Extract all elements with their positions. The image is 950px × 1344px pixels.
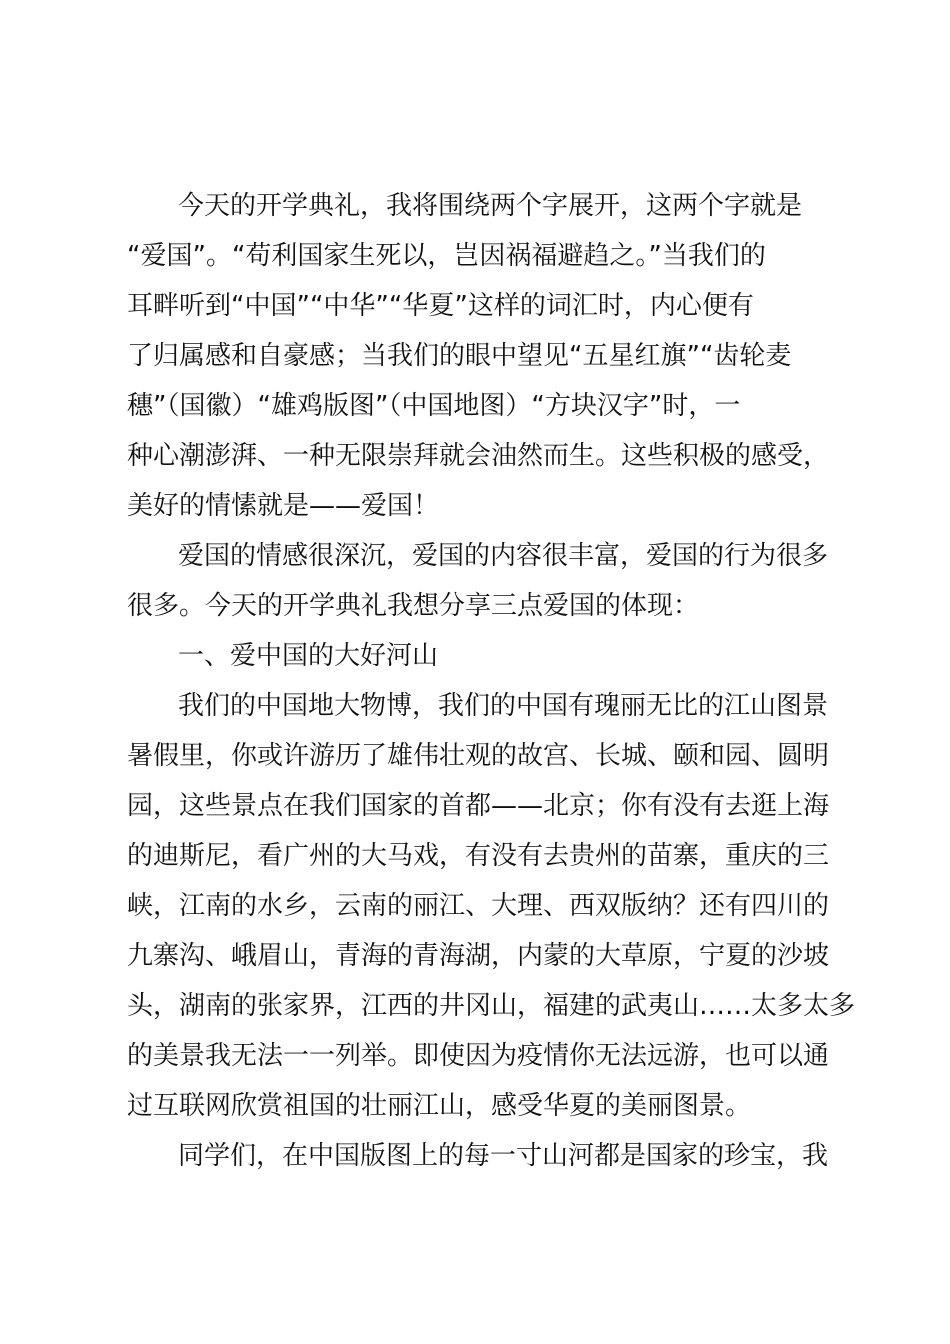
- paragraph-4-line-1: 同学们，在中国版图上的每一寸山河都是国家的珍宝，我: [178, 1141, 829, 1171]
- section-heading: 一、爱中国的大好河山: [178, 641, 439, 671]
- paragraph-1-line-4: 了归属感和自豪感；当我们的眼中望见“五星红旗”“齿轮麦: [127, 341, 792, 371]
- paragraph-3-line-7: 头，湖南的张家界，江西的井冈山，福建的武夷山……太多太多: [127, 991, 856, 1021]
- paragraph-1-line-3: 耳畔听到“中国”“中华”“华夏”这样的词汇时，内心便有: [127, 291, 754, 321]
- paragraph-1-line-7: 美好的情愫就是——爱国！: [127, 491, 440, 521]
- paragraph-3-line-6: 九寨沟、峨眉山，青海的青海湖，内蒙的大草原，宁夏的沙坡: [127, 941, 830, 971]
- paragraph-3-line-5: 峡，江南的水乡，云南的丽江、大理、西双版纳？还有四川的: [127, 891, 830, 921]
- paragraph-3-line-9: 过互联网欣赏祖国的壮丽江山，感受华夏的美丽图景。: [127, 1091, 752, 1121]
- paragraph-3-line-3: 园，这些景点在我们国家的首都——北京；你有没有去逛上海: [127, 791, 830, 821]
- paragraph-1-line-2: “爱国”。“苟利国家生死以，岂因祸福避趋之。”当我们的: [127, 241, 766, 271]
- paragraph-2-line-1: 爱国的情感很深沉，爱国的内容很丰富，爱国的行为很多: [178, 541, 829, 571]
- paragraph-1-line-6: 种心潮澎湃、一种无限崇拜就会油然而生。这些积极的感受，: [127, 441, 830, 471]
- paragraph-1-line-5: 穗”（国徽）“雄鸡版图”（中国地图）“方块汉字”时，一: [127, 391, 741, 421]
- paragraph-2-line-2: 很多。今天的开学典礼我想分享三点爱国的体现：: [127, 591, 700, 621]
- paragraph-3-line-2: 暑假里，你或许游历了雄伟壮观的故宫、长城、颐和园、圆明: [127, 741, 830, 771]
- paragraph-3-line-8: 的美景我无法一一列举。即使因为疫情你无法远游，也可以通: [127, 1041, 830, 1071]
- paragraph-3-line-4: 的迪斯尼，看广州的大马戏，有没有去贵州的苗寨，重庆的三: [127, 841, 830, 871]
- paragraph-3-line-1: 我们的中国地大物博，我们的中国有瑰丽无比的江山图景: [178, 691, 829, 721]
- paragraph-1-line-1: 今天的开学典礼，我将围绕两个字展开，这两个字就是: [178, 191, 803, 221]
